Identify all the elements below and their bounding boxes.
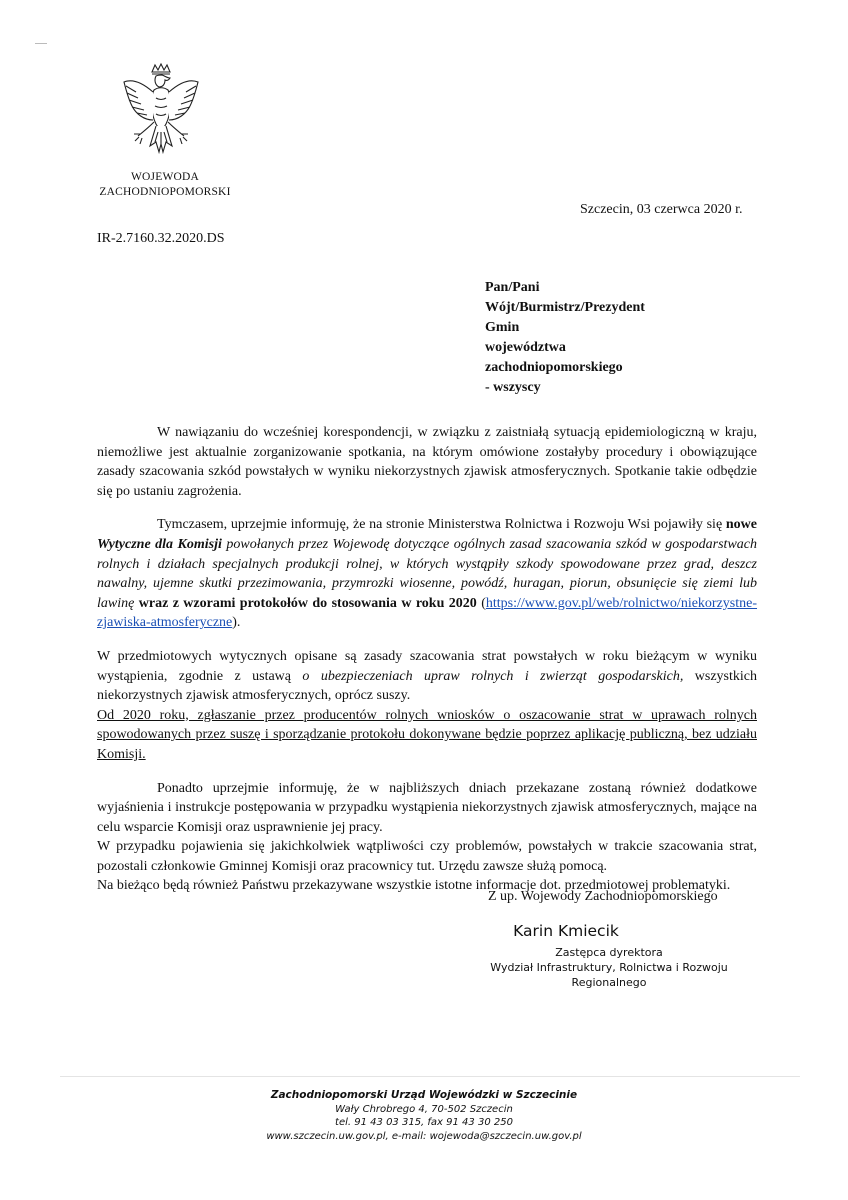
text-span: wszystkich niekorzystnych zjawisk atmosferycznych, oprócz suszy. <box>97 668 757 704</box>
signer-role-line: Regionalnego <box>571 976 647 989</box>
text-span: ). <box>232 615 241 631</box>
place-date: Szczecin, 03 czerwca 2020 r. <box>580 202 743 217</box>
white-eagle-emblem-icon <box>118 62 204 166</box>
text-span: W przedmiotowych wytycznych opisane są zasady szacowania strat powstałych w roku bieżącym w wyniku wystąpienia, zgodnie z ustawą <box>97 648 757 684</box>
signer-role <box>470 945 748 990</box>
issuer-region: ZACHODNIOPOMORSKI <box>99 186 231 198</box>
signer-role-line: Wydział Infrastruktury, Rolnictwa i Rozwoju <box>490 961 728 974</box>
addressee-line: Gmin <box>485 320 520 335</box>
text-span: Tymczasem, uprzejmie informuję, że na stronie Ministerstwa Rolnictwa i Rozwoju Wsi pojawiły się <box>157 517 726 533</box>
text-span: ( <box>476 595 486 611</box>
text-protocols: wraz z wzorami protokołów do stosowania w roku 2020 <box>134 595 477 611</box>
paragraph-info: Na bieżąco będą również Państwu przekazywane wszystkie istotne informacje dot. przedmiotowej problematyki. <box>97 878 731 894</box>
text-new: nowe <box>725 517 757 533</box>
issuer-title: WOJEWODA <box>130 171 200 183</box>
text-act-title: o ubezpieczeniach upraw rolnych i zwierząt gospodarskich, <box>302 668 684 684</box>
addressee-line: zachodniopomorskiego <box>485 360 623 375</box>
signer-name: Karin Kmiecik <box>513 922 619 940</box>
paragraph-guidelines <box>97 515 757 633</box>
addressee-line: województwa <box>485 340 566 355</box>
scan-mark <box>35 43 47 44</box>
text-guidelines-desc: powołanych przez Wojewodę dotyczące ogólnych zasad szacowania szkód w gospodarstwach rolnych i działach specjalnych produkcji rolnej, w których wystąpiły szkody spowodowane przez grad, deszcz nawalny, ujemne skutki przezimowania, przymrozki wiosenne, powódź, huragan, piorun, obsunięcie się ziemi lub lawinę <box>97 536 757 611</box>
footer-divider <box>60 1076 800 1077</box>
addressee-line: - wszyscy <box>485 380 541 395</box>
addressee-line: Pan/Pani <box>485 280 540 295</box>
reference-number: IR-2.7160.32.2020.DS <box>97 231 225 246</box>
paragraph-drought: Od 2020 roku, zgłaszanie przez producentów rolnych wniosków o oszacowanie strat w uprawach rolnych spowodowanych przez suszę i sporządzanie protokołu dokonywane będzie poprzez aplikację publiczną, bez udziału Komisji. <box>97 707 757 762</box>
issuer-block <box>95 170 235 200</box>
signer-role-line: Zastępca dyrektora <box>555 946 663 959</box>
footer-org: Zachodniopomorski Urząd Wojewódzki w Szczecinie <box>270 1089 578 1101</box>
paragraph-help: W przypadku pojawienia się jakichkolwiek wątpliwości czy problemów, powstałych w trakcie szacowania strat, pozostali członkowie Gminnej Komisji oraz pracownicy tut. Urzędu zawsze służą pomocą. <box>97 839 757 874</box>
paragraph-rules <box>97 647 757 706</box>
addressee-line: Wójt/Burmistrz/Prezydent <box>485 300 645 315</box>
text-guidelines-title: Wytyczne dla Komisji <box>97 536 222 552</box>
paragraph-instructions: Ponadto uprzejmie informuję, że w najbliższych dniach przekazane zostaną również dodatkowe wyjaśnienia i instrukcje postępowania w przypadku wystąpienia niekorzystnych zjawisk atmosferycznych, mające na celu wsparcie Komisji oraz usprawnienie jej pracy. <box>97 780 757 835</box>
addressee-block <box>485 278 645 398</box>
letter-body <box>97 423 757 896</box>
footer-address: Wały Chrobrego 4, 70-502 Szczecin <box>335 1103 513 1115</box>
footer-contact: www.szczecin.uw.gov.pl, e-mail: wojewoda@szczecin.uw.gov.pl <box>266 1130 582 1142</box>
paragraph-covid: W nawiązaniu do wcześniej korespondencji, w związku z zaistniałą sytuacją epidemiologiczną w kraju, niemożliwe jest aktualnie zorganizowanie spotkania, na którym omówione zostałyby procedury i obowiązujące zasady szacowania szkód powstałych w wyniku niekorzystnych zjawisk atmosferycznych. Spotkanie takie odbędzie się po ustaniu zagrożenia. <box>97 425 757 499</box>
footer <box>224 1089 624 1143</box>
footer-phone: tel. 91 43 03 315, fax 91 43 30 250 <box>335 1117 513 1128</box>
on-behalf-line: Z up. Wojewody Zachodniopomorskiego <box>488 889 718 904</box>
ministry-link[interactable]: https://www.gov.pl/web/rolnictwo/niekorzystne-zjawiska-atmosferyczne <box>97 595 758 631</box>
